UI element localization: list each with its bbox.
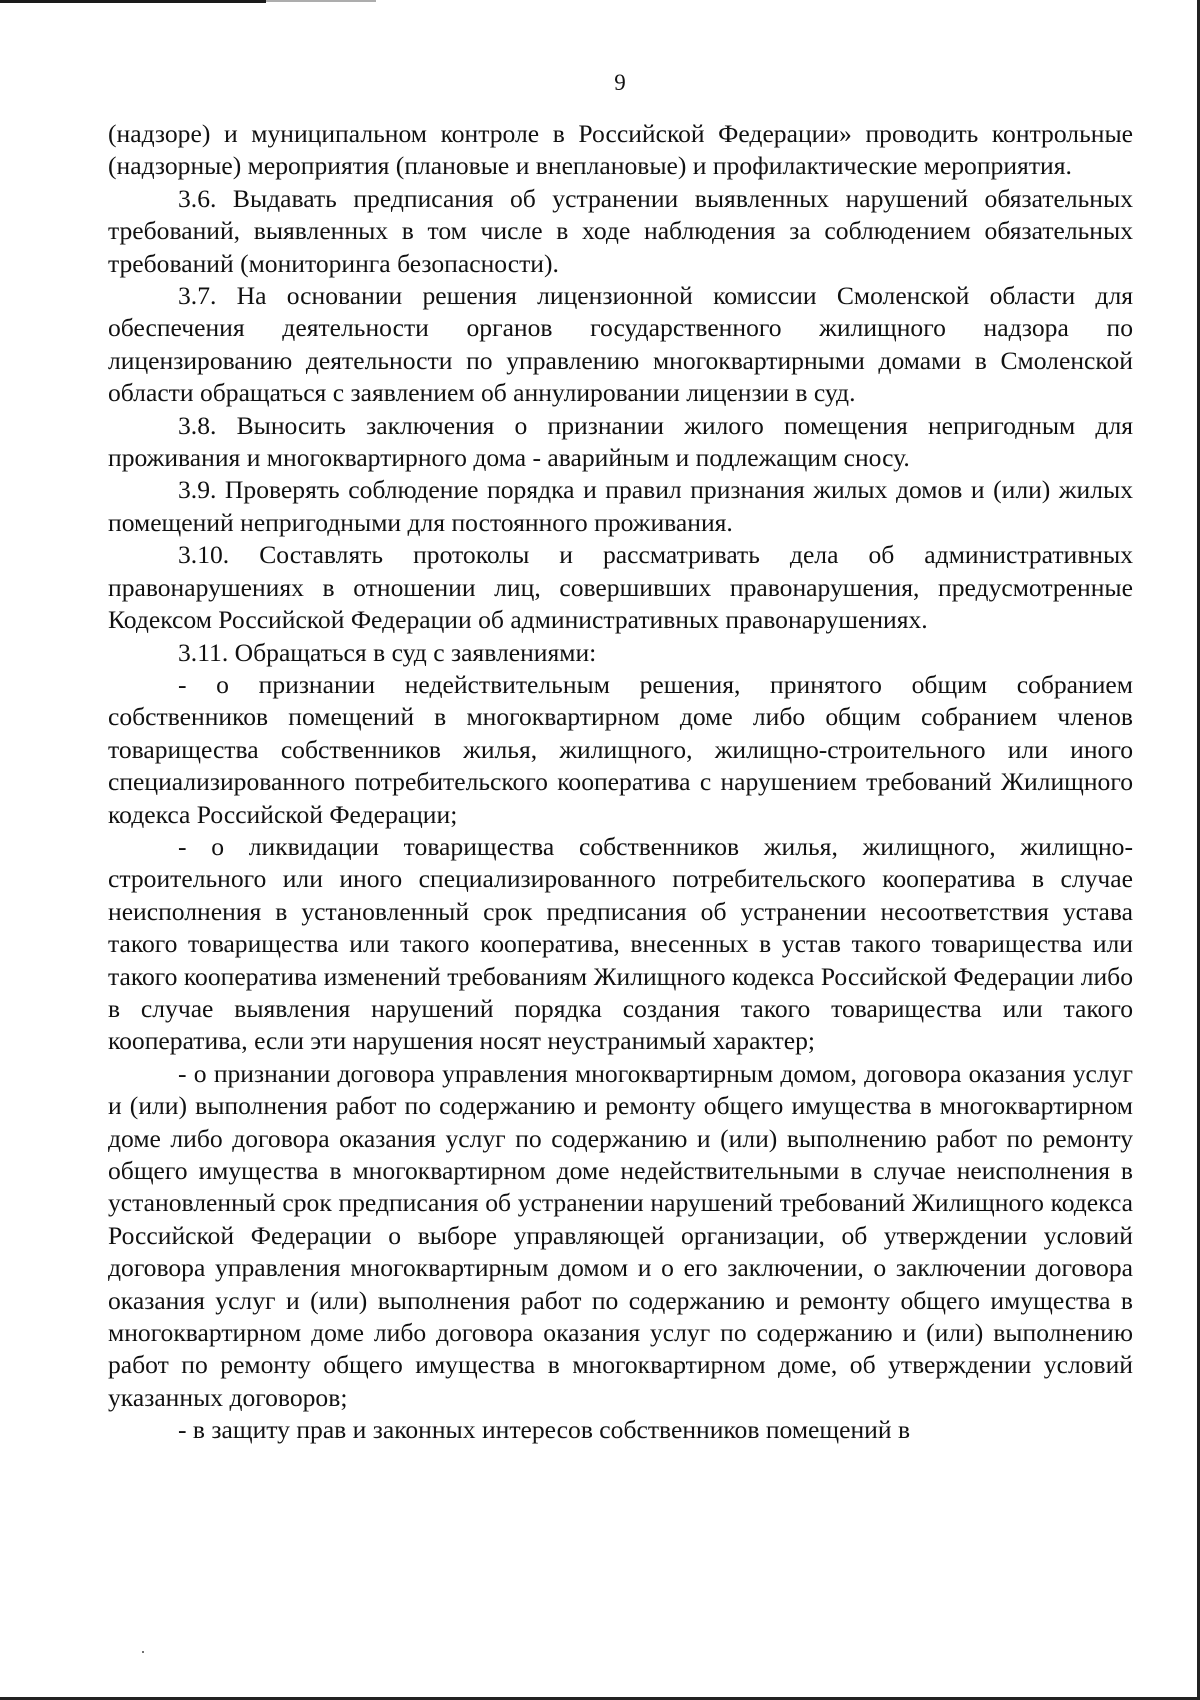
paragraph-3-6: 3.6. Выдавать предписания об устранении выявленных нарушений обязательных требований, выявленных в том числе в ходе наблюдения за соблюдением обязательных требований (мониторинга безопасности). xyxy=(108,183,1133,278)
paragraph-3-7: 3.7. На основании решения лицензионной комиссии Смоленской области для обеспечения деятельности органов государственного жилищного надзора по лицензированию деятельности по управлению многоквартирными домами в Смоленской области обращаться с заявлением об аннулировании лицензии в суд. xyxy=(108,281,1133,408)
scan-speck xyxy=(142,1651,144,1653)
paragraph-3-10: 3.10. Составлять протоколы и рассматривать дела об административных правонарушениях в отношении лиц, совершивших правонарушения, предусмотренные Кодексом Российской Федерации об административных правонарушениях. xyxy=(108,540,1133,635)
list-item-invalid-decision: - о признании недействительным решения, принятого общим собранием собственников помещений в многоквартирном доме либо общим собранием членов товарищества собственников жилья, жилищного, жилищно-строительного или иного специализированного потребительского кооператива с нарушением требований Жилищного кодекса Российской Федерации; xyxy=(108,669,1133,829)
document-body xyxy=(108,118,1133,1447)
paragraph-continuation: (надзоре) и муниципальном контроле в Российской Федерации» проводить контрольные (надзорные) мероприятия (плановые и внеплановые) и профилактические мероприятия. xyxy=(108,119,1133,181)
paragraph-3-11: 3.11. Обращаться в суд с заявлениями: xyxy=(178,637,597,667)
page-number: 9 xyxy=(614,70,626,95)
scan-edge-top xyxy=(0,0,266,3)
paragraph-3-9: 3.9. Проверять соблюдение порядка и правил признания жилых домов и (или) жилых помещений непригодными для постоянного проживания. xyxy=(108,475,1133,537)
list-item-protection-rights: - в защиту прав и законных интересов собственников помещений в xyxy=(178,1415,911,1445)
list-item-invalid-contract: - о признании договора управления многоквартирным домом, договора оказания услуг и (или) выполнения работ по содержанию и ремонту общего имущества в многоквартирном доме либо договора оказания услуг по содержанию и (или) выполнению работ по ремонту общего имущества в многоквартирном доме недействительными в случае неисполнения в установленный срок предписания об устранении нарушений требований Жилищного кодекса Российской Федерации о выборе управляющей организации, об утверждении условий договора управления многоквартирным домом и о его заключении, о заключении договора оказания услуг и (или) выполнения работ по содержанию и ремонту общего имущества в многоквартирном доме либо договора оказания услуг по содержанию и (или) выполнению работ по ремонту общего имущества в многоквартирном доме, об утверждении условий указанных договоров; xyxy=(108,1058,1133,1412)
paragraph-3-8: 3.8. Выносить заключения о признании жилого помещения непригодным для проживания и многоквартирного дома - аварийным и подлежащим сносу. xyxy=(108,410,1133,473)
list-item-liquidation: - о ликвидации товарищества собственников жилья, жилищного, жилищно-строительного или иного специализированного потребительского кооператива в случае неисполнения в установленный срок предписания об устранении несоответствия устава такого товарищества или такого кооператива, внесенных в устав такого товарищества или такого кооператива изменений требованиям Жилищного кодекса Российской Федерации либо в случае выявления нарушений порядка создания такого товарищества или такого кооператива, если эти нарушения носят неустранимый характер; xyxy=(108,831,1133,1056)
scan-edge-top-faint xyxy=(266,0,376,2)
